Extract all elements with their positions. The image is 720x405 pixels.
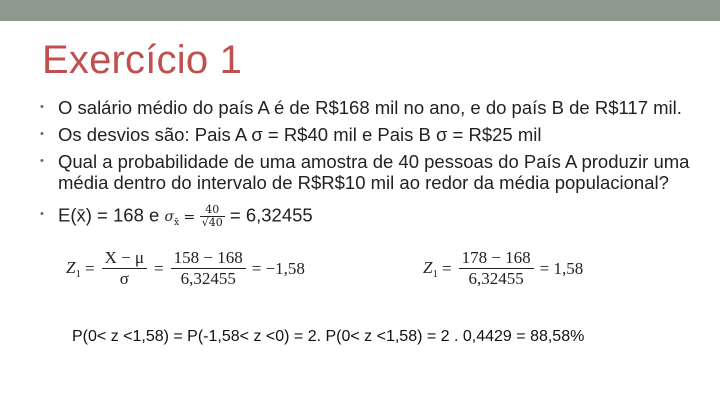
fraction-numerator: 158 − 168 [173, 248, 243, 267]
bullet-text: Os desvios são: Pais A σ = R$40 mil e Pais B σ = R$25 mil [58, 124, 542, 145]
bullet-item [40, 97, 682, 118]
fraction-numerator: X − μ [104, 248, 145, 267]
top-bar [0, 0, 720, 21]
expectation-mid: ) = 168 e [85, 204, 165, 226]
fraction-denominator: 6,32455 [171, 268, 246, 289]
bullet-icon: • [40, 155, 44, 167]
fraction-numerator: 40 [205, 203, 220, 216]
z-formula-upper: $Z_1$ = $\frac{178 - 168}{6,32455}$ = 1,58 [423, 248, 584, 288]
z-formula-lower: $Z_1$ = $\frac{X - \mu}{\sigma}$ = $\frac{158 - 168}{6,32455}$ = −1,58 [66, 248, 305, 288]
z-variable: $Z_1$ [423, 257, 438, 280]
expectation-result: = 6,32455 [224, 204, 313, 226]
numeric-fraction [171, 248, 246, 289]
fraction-numerator: 178 − 168 [461, 248, 531, 267]
fraction-denominator: σ [102, 268, 147, 289]
bullet-icon: • [40, 101, 44, 113]
bullet-item-expectation [40, 204, 313, 234]
bullet-icon: • [40, 208, 44, 220]
bullet-text: O salário médio do país A é de R$168 mil no ano, e do país B de R$117 mil. [58, 97, 682, 118]
sigma-xbar: $\sigma_{x̄}$ [164, 209, 180, 229]
fraction-denominator: √40 [201, 216, 223, 229]
bullet-item [40, 124, 542, 145]
sigma-fraction [200, 204, 225, 229]
bullet-text: Qual a probabilidade de uma amostra de 40 pessoas do País A produzir uma média dentro do intervalo de R$R$10 mil ao redor da média populacional? [58, 151, 690, 193]
bullet-item [40, 151, 698, 193]
numeric-fraction [459, 248, 534, 289]
z-result: = 1,58 [539, 258, 584, 278]
fraction-denominator: 6,32455 [459, 268, 534, 289]
expectation-prefix: E( [58, 204, 77, 226]
z-result: = −1,58 [251, 258, 305, 278]
xbar-symbol: x̄ [76, 204, 86, 226]
bullet-icon: • [40, 128, 44, 140]
slide-title: Exercício 1 [42, 38, 243, 82]
standardization-fraction [102, 248, 147, 289]
probability-conclusion: P(0< z <1,58) = P(-1,58< z <0) = 2. P(0< z <1,58) = 2 . 0,4429 = 88,58% [72, 328, 585, 345]
z-variable: $Z_1$ [66, 257, 81, 280]
equals-sign: = [179, 209, 200, 226]
